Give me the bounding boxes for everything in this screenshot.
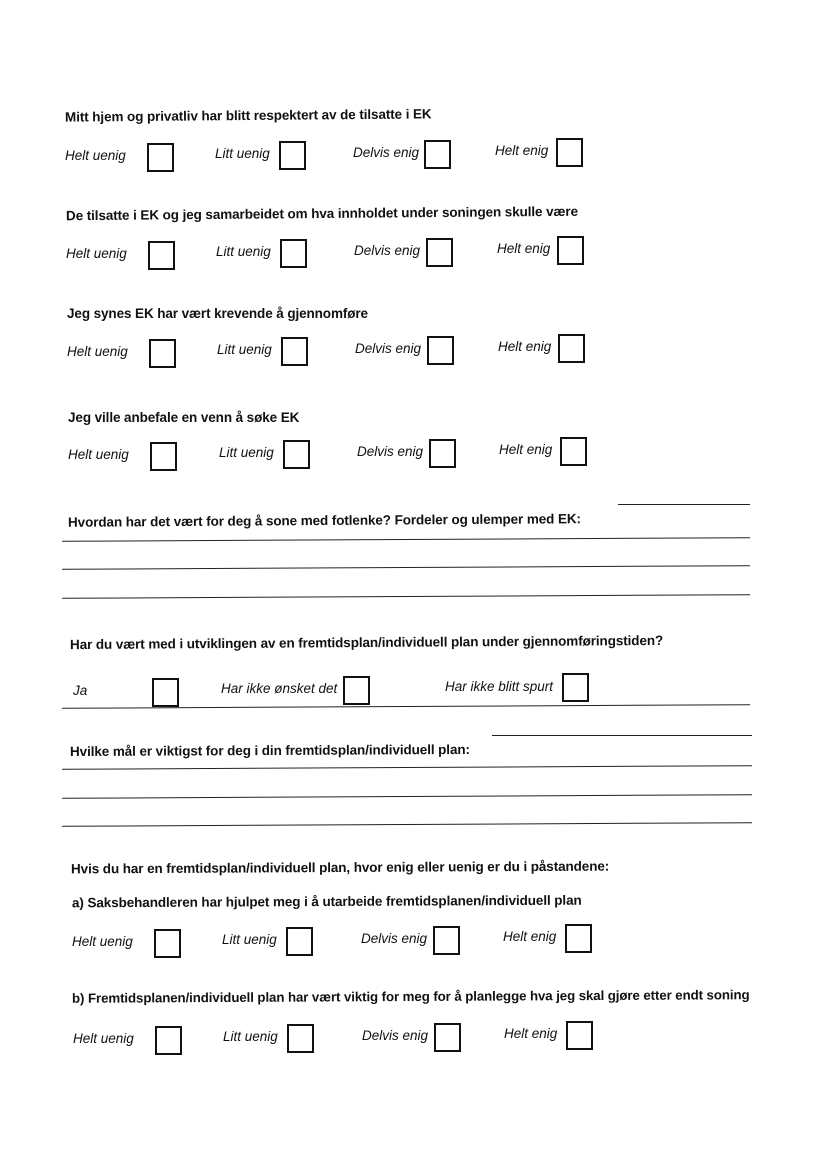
question-8a: a) Saksbehandleren har hjulpet meg i å utarbeide fremtidsplanen/individuell plan [71,892,582,911]
q3-litt-uenig-checkbox[interactable] [281,337,308,366]
question-4: Jeg ville anbefale en venn å søke EK [68,410,300,425]
q8a-helt-enig-checkbox[interactable] [565,924,592,953]
q8a-litt-uenig-label: Litt uenig [222,932,277,947]
q4-litt-uenig-label: Litt uenig [219,445,274,460]
q4-helt-enig-checkbox[interactable] [560,437,587,466]
question-2: De tilsatte i EK og jeg samarbeidet om hva innholdet under soningen skulle være [65,203,579,224]
q4-helt-uenig-checkbox[interactable] [150,442,177,471]
q4-litt-uenig-checkbox[interactable] [283,440,310,469]
q8a-helt-uenig-checkbox[interactable] [154,929,181,958]
q1-litt-uenig-label: Litt uenig [215,146,270,161]
q8b-litt-uenig-label: Litt uenig [223,1029,278,1044]
q1-delvis-enig-checkbox[interactable] [424,140,451,169]
q1-litt-uenig-checkbox[interactable] [279,141,306,170]
q5-answer-line-2[interactable] [62,565,750,570]
q3-helt-enig-checkbox[interactable] [558,334,585,363]
q6-har-ikke-blitt-spurt-label: Har ikke blitt spurt [445,679,554,694]
q3-helt-uenig-checkbox[interactable] [149,339,176,368]
q6-har-ikke-blitt-spurt-checkbox[interactable] [562,673,589,702]
q8b-litt-uenig-checkbox[interactable] [287,1024,314,1053]
q2-delvis-enig-checkbox[interactable] [426,238,453,267]
q8b-helt-enig-checkbox[interactable] [566,1021,593,1050]
q5-answer-line-top [618,504,750,505]
q3-delvis-enig-label: Delvis enig [355,341,422,356]
q8b-helt-enig-label: Helt enig [504,1026,558,1041]
q8a-delvis-enig-label: Delvis enig [361,931,428,946]
q1-helt-enig-checkbox[interactable] [556,138,583,167]
question-5: Hvordan har det vært for deg å sone med fotlenke? Fordeler og ulemper med EK: [67,511,581,530]
question-6: Har du vært med i utviklingen av en fremtidsplan/individuell plan under gjennomføringstiden? [69,632,664,653]
q1-helt-uenig-checkbox[interactable] [147,143,174,172]
question-8: Hvis du har en fremtidsplan/individuell plan, hvor enig eller uenig er du i påstandene: [70,858,610,877]
q8b-delvis-enig-checkbox[interactable] [434,1023,461,1052]
q8a-helt-uenig-label: Helt uenig [72,934,133,949]
q3-litt-uenig-label: Litt uenig [217,342,272,357]
q2-litt-uenig-checkbox[interactable] [280,239,307,268]
q3-helt-uenig-label: Helt uenig [67,344,128,359]
q5-answer-line-1[interactable] [62,537,750,542]
q2-delvis-enig-label: Delvis enig [354,243,421,258]
q4-delvis-enig-label: Delvis enig [357,444,424,459]
q6-ja-label: Ja [73,683,88,698]
q6-har-ikke-onsket-checkbox[interactable] [343,676,370,705]
question-8b: b) Fremtidsplanen/individuell plan har vært viktig for meg for å planlegge hva jeg skal gjøre etter endt soning [71,987,750,1006]
q1-helt-uenig-label: Helt uenig [65,148,126,163]
question-1: Mitt hjem og privatliv har blitt respektert av de tilsatte i EK [64,106,432,125]
q7-answer-line-1[interactable] [62,765,752,770]
q3-delvis-enig-checkbox[interactable] [427,336,454,365]
q2-helt-uenig-checkbox[interactable] [148,241,175,270]
q8a-litt-uenig-checkbox[interactable] [286,927,313,956]
q8b-helt-uenig-label: Helt uenig [73,1031,134,1046]
q6-har-ikke-onsket-label: Har ikke ønsket det [221,681,338,696]
q8b-helt-uenig-checkbox[interactable] [155,1026,182,1055]
q4-helt-enig-label: Helt enig [499,442,553,457]
q1-helt-enig-label: Helt enig [495,143,549,158]
q4-delvis-enig-checkbox[interactable] [429,439,456,468]
question-7: Hvilke mål er viktigst for deg i din fremtidsplan/individuell plan: [69,741,470,760]
q8a-delvis-enig-checkbox[interactable] [433,926,460,955]
q3-helt-enig-label: Helt enig [498,339,552,354]
q1-delvis-enig-label: Delvis enig [353,145,420,160]
q2-helt-uenig-label: Helt uenig [66,246,127,261]
q7-answer-line-3[interactable] [62,822,752,827]
q2-litt-uenig-label: Litt uenig [216,244,271,259]
q8a-helt-enig-label: Helt enig [503,929,557,944]
question-3: Jeg synes EK har vært krevende å gjennomføre [67,306,368,321]
q4-helt-uenig-label: Helt uenig [68,447,129,462]
q7-answer-line-top [492,735,752,736]
q2-helt-enig-label: Helt enig [497,241,551,256]
q7-answer-line-2[interactable] [62,794,752,799]
q5-answer-line-3[interactable] [62,594,750,599]
q6-ja-checkbox[interactable] [152,678,179,707]
q2-helt-enig-checkbox[interactable] [557,236,584,265]
q8b-delvis-enig-label: Delvis enig [362,1028,429,1043]
